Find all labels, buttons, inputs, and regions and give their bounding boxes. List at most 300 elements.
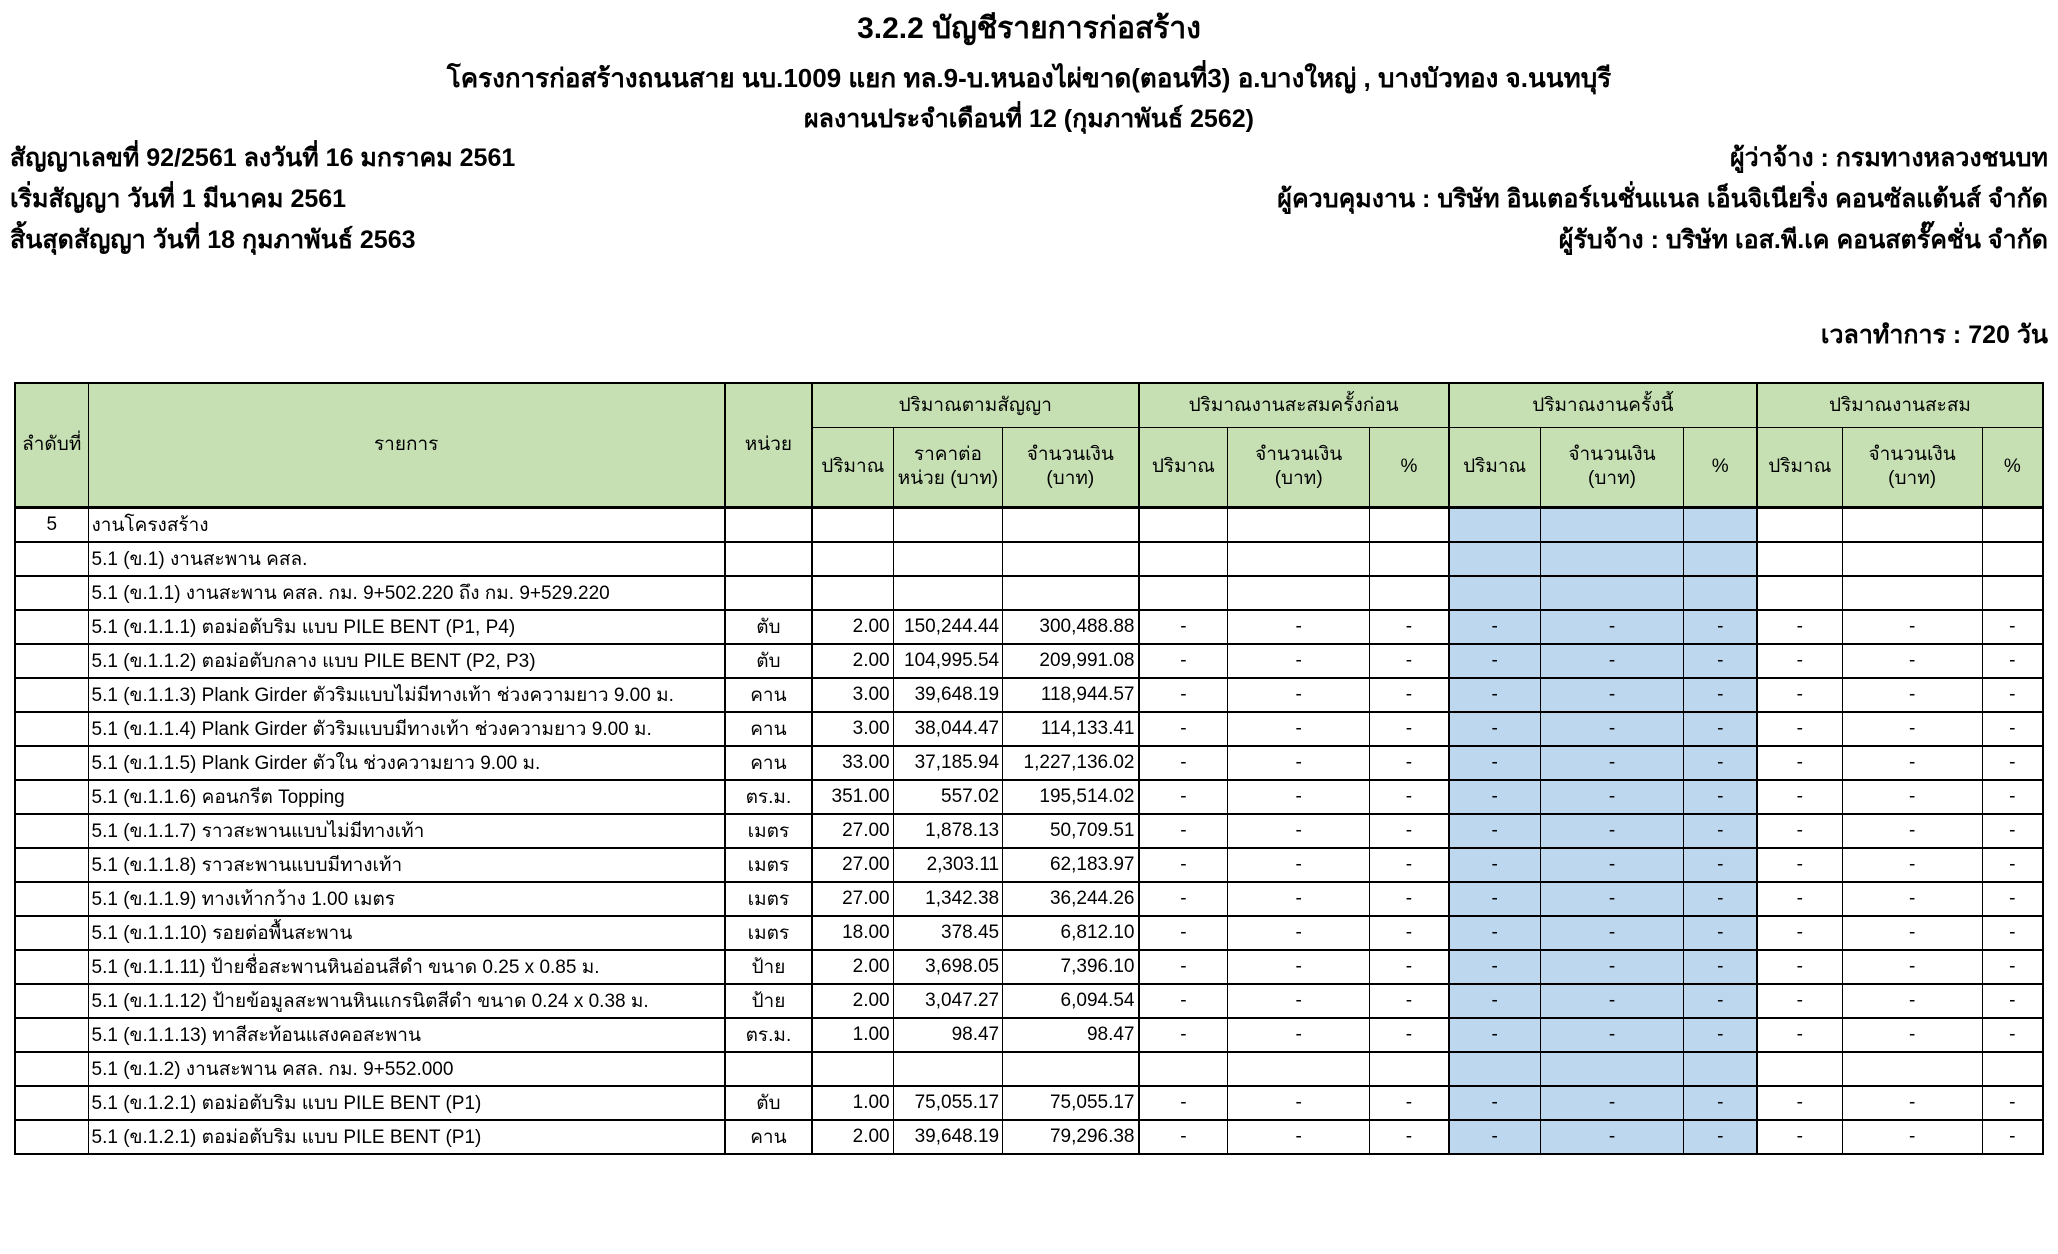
cell-previous-amount: - <box>1228 882 1370 916</box>
project-name: โครงการก่อสร้างถนนสาย นบ.1009 แยก ทล.9-บ.หนองไผ่ขาด(ตอนที่3) อ.บางใหญ่ , บางบัวทอง จ.นนทบุรี <box>446 63 1612 93</box>
cell-contract-amount: 1,227,136.02 <box>1003 746 1139 780</box>
header-current-qty: ปริมาณ <box>1449 428 1540 508</box>
cell-current-amount: - <box>1540 882 1684 916</box>
cell-unit: เมตร <box>725 814 812 848</box>
cell-no <box>15 1120 88 1154</box>
cell-current-qty: - <box>1449 882 1540 916</box>
cell-current-pct: - <box>1684 712 1757 746</box>
cell-accumulated-amount <box>1842 508 1982 543</box>
cell-current-qty: - <box>1449 984 1540 1018</box>
cell-contract-qty: 2.00 <box>812 984 893 1018</box>
work-duration: เวลาทำการ : 720 วัน <box>1820 321 2048 349</box>
cell-current-qty: - <box>1449 1018 1540 1052</box>
cell-current-pct: - <box>1684 678 1757 712</box>
table-row <box>15 848 2043 882</box>
cell-current-amount: - <box>1540 916 1684 950</box>
cell-unit <box>725 1052 812 1086</box>
cell-contract-unit-price: 39,648.19 <box>893 1120 1003 1154</box>
cell-accumulated-pct <box>1982 576 2043 610</box>
table-row <box>15 712 2043 746</box>
cell-accumulated-amount: - <box>1842 1086 1982 1120</box>
cell-previous-qty: - <box>1139 644 1228 678</box>
cell-previous-amount <box>1228 508 1370 543</box>
cell-previous-pct: - <box>1370 1018 1449 1052</box>
cell-contract-amount: 6,094.54 <box>1003 984 1139 1018</box>
table-row <box>15 1086 2043 1120</box>
cell-previous-qty: - <box>1139 746 1228 780</box>
cell-accumulated-amount: - <box>1842 916 1982 950</box>
cell-previous-qty: - <box>1139 610 1228 644</box>
cell-item: 5.1 (ข.1.1.4) Plank Girder ตัวริมแบบมีทางเท้า ช่วงความยาว 9.00 ม. <box>88 712 725 746</box>
cell-unit: เมตร <box>725 916 812 950</box>
cell-current-pct: - <box>1684 1018 1757 1052</box>
cell-previous-qty: - <box>1139 1018 1228 1052</box>
contractor: ผู้รับจ้าง : บริษัท เอส.พี.เค คอนสตรั๊คชั่น จำกัด <box>1558 226 2048 254</box>
owner: ผู้ว่าจ้าง : กรมทางหลวงชนบท <box>1729 144 2048 172</box>
cell-contract-amount: 36,244.26 <box>1003 882 1139 916</box>
cell-unit: ตับ <box>725 610 812 644</box>
cell-contract-amount: 79,296.38 <box>1003 1120 1139 1154</box>
cell-current-amount <box>1540 1052 1684 1086</box>
cell-previous-qty: - <box>1139 814 1228 848</box>
cell-item: งานโครงสร้าง <box>88 508 725 543</box>
cell-accumulated-qty: - <box>1757 746 1842 780</box>
header-previous-qty: ปริมาณ <box>1139 428 1228 508</box>
cell-current-qty: - <box>1449 950 1540 984</box>
cell-previous-qty: - <box>1139 712 1228 746</box>
cell-previous-pct: - <box>1370 1086 1449 1120</box>
contract-info-right <box>1277 138 2048 356</box>
cell-current-qty: - <box>1449 644 1540 678</box>
page-title: 3.2.2 บัญชีรายการก่อสร้าง <box>857 12 1201 45</box>
cell-no <box>15 712 88 746</box>
header-accumulated-amount: จำนวนเงิน (บาท) <box>1842 428 1982 508</box>
header-group-current: ปริมาณงานครั้งนี้ <box>1449 383 1757 428</box>
cell-current-qty: - <box>1449 1120 1540 1154</box>
cell-no <box>15 882 88 916</box>
header-accumulated-qty: ปริมาณ <box>1757 428 1842 508</box>
cell-accumulated-amount: - <box>1842 814 1982 848</box>
cell-previous-qty <box>1139 576 1228 610</box>
cell-contract-unit-price: 2,303.11 <box>893 848 1003 882</box>
cell-current-pct: - <box>1684 644 1757 678</box>
cell-contract-unit-price: 3,047.27 <box>893 984 1003 1018</box>
cell-accumulated-amount: - <box>1842 1120 1982 1154</box>
cell-accumulated-qty: - <box>1757 950 1842 984</box>
cell-contract-amount <box>1003 508 1139 543</box>
cell-contract-unit-price: 378.45 <box>893 916 1003 950</box>
table-body <box>15 508 2043 1155</box>
cell-item: 5.1 (ข.1.1.3) Plank Girder ตัวริมแบบไม่มีทางเท้า ช่วงความยาว 9.00 ม. <box>88 678 725 712</box>
cell-previous-amount <box>1228 1052 1370 1086</box>
cell-current-qty <box>1449 1052 1540 1086</box>
table-header <box>15 383 2043 508</box>
cell-unit: ป้าย <box>725 984 812 1018</box>
cell-unit: คาน <box>725 712 812 746</box>
table-row <box>15 610 2043 644</box>
cell-contract-amount: 75,055.17 <box>1003 1086 1139 1120</box>
cell-contract-unit-price: 104,995.54 <box>893 644 1003 678</box>
cell-previous-amount: - <box>1228 950 1370 984</box>
cell-accumulated-qty <box>1757 542 1842 576</box>
cell-current-amount: - <box>1540 848 1684 882</box>
cell-current-amount: - <box>1540 610 1684 644</box>
table-row <box>15 814 2043 848</box>
cell-no <box>15 1052 88 1086</box>
header-contract-amount: จำนวนเงิน (บาท) <box>1003 428 1139 508</box>
cell-contract-unit-price: 1,878.13 <box>893 814 1003 848</box>
cell-unit: คาน <box>725 678 812 712</box>
header-previous-pct: % <box>1370 428 1449 508</box>
cell-contract-unit-price: 39,648.19 <box>893 678 1003 712</box>
cell-no <box>15 542 88 576</box>
cell-accumulated-amount: - <box>1842 1018 1982 1052</box>
cell-previous-pct: - <box>1370 1120 1449 1154</box>
cell-contract-unit-price: 150,244.44 <box>893 610 1003 644</box>
cell-previous-amount: - <box>1228 746 1370 780</box>
cell-accumulated-amount: - <box>1842 712 1982 746</box>
cell-previous-qty: - <box>1139 950 1228 984</box>
cell-no <box>15 814 88 848</box>
cell-current-qty: - <box>1449 814 1540 848</box>
cell-previous-pct: - <box>1370 610 1449 644</box>
cell-previous-qty <box>1139 542 1228 576</box>
cell-previous-qty: - <box>1139 678 1228 712</box>
cell-contract-amount: 62,183.97 <box>1003 848 1139 882</box>
cell-no <box>15 848 88 882</box>
cell-contract-unit-price <box>893 1052 1003 1086</box>
cell-accumulated-amount: - <box>1842 678 1982 712</box>
cell-previous-qty <box>1139 1052 1228 1086</box>
cell-accumulated-pct: - <box>1982 644 2043 678</box>
cell-contract-amount <box>1003 1052 1139 1086</box>
cell-contract-unit-price: 98.47 <box>893 1018 1003 1052</box>
table-row <box>15 746 2043 780</box>
cell-accumulated-amount: - <box>1842 644 1982 678</box>
cell-current-pct: - <box>1684 882 1757 916</box>
cell-item: 5.1 (ข.1.1.9) ทางเท้ากว้าง 1.00 เมตร <box>88 882 725 916</box>
cell-accumulated-pct: - <box>1982 780 2043 814</box>
cell-accumulated-pct: - <box>1982 848 2043 882</box>
report-period: ผลงานประจำเดือนที่ 12 (กุมภาพันธ์ 2562) <box>804 105 1254 133</box>
header-contract-unit-price: ราคาต่อหน่วย (บาท) <box>893 428 1003 508</box>
cell-accumulated-amount <box>1842 1052 1982 1086</box>
cell-current-qty: - <box>1449 712 1540 746</box>
cell-accumulated-amount: - <box>1842 746 1982 780</box>
cell-current-amount: - <box>1540 678 1684 712</box>
cell-current-pct <box>1684 508 1757 543</box>
cell-previous-amount: - <box>1228 644 1370 678</box>
cell-current-qty <box>1449 576 1540 610</box>
cell-previous-pct: - <box>1370 746 1449 780</box>
cell-current-qty <box>1449 508 1540 543</box>
cell-previous-amount: - <box>1228 848 1370 882</box>
cell-no <box>15 780 88 814</box>
cell-item: 5.1 (ข.1.1) งานสะพาน คสล. กม. 9+502.220 ถึง กม. 9+529.220 <box>88 576 725 610</box>
cell-accumulated-pct: - <box>1982 984 2043 1018</box>
cell-accumulated-qty <box>1757 1052 1842 1086</box>
cell-contract-amount <box>1003 542 1139 576</box>
header-group-row <box>15 383 2043 428</box>
cell-contract-amount <box>1003 576 1139 610</box>
cell-contract-qty: 2.00 <box>812 950 893 984</box>
cell-contract-qty: 18.00 <box>812 916 893 950</box>
cell-accumulated-pct <box>1982 542 2043 576</box>
table-row <box>15 984 2043 1018</box>
cell-current-amount: - <box>1540 814 1684 848</box>
cell-previous-pct: - <box>1370 848 1449 882</box>
cell-previous-amount <box>1228 542 1370 576</box>
cell-current-amount: - <box>1540 984 1684 1018</box>
cell-current-amount: - <box>1540 712 1684 746</box>
cell-accumulated-qty: - <box>1757 644 1842 678</box>
table-row <box>15 508 2043 543</box>
cell-item: 5.1 (ข.1.2.1) ตอม่อตับริม แบบ PILE BENT (P1) <box>88 1120 725 1154</box>
cell-current-pct: - <box>1684 916 1757 950</box>
cell-current-pct: - <box>1684 780 1757 814</box>
cell-current-amount <box>1540 576 1684 610</box>
cell-item: 5.1 (ข.1.1.13) ทาสีสะท้อนแสงคอสะพาน <box>88 1018 725 1052</box>
contract-info-left <box>10 138 515 356</box>
cell-contract-qty: 2.00 <box>812 1120 893 1154</box>
cell-contract-unit-price: 37,185.94 <box>893 746 1003 780</box>
cell-previous-amount: - <box>1228 1120 1370 1154</box>
cell-contract-amount: 98.47 <box>1003 1018 1139 1052</box>
cell-contract-unit-price <box>893 542 1003 576</box>
cell-current-amount: - <box>1540 644 1684 678</box>
cell-previous-amount: - <box>1228 678 1370 712</box>
cell-accumulated-qty: - <box>1757 916 1842 950</box>
cell-item: 5.1 (ข.1.1.12) ป้ายข้อมูลสะพานหินแกรนิตสีดำ ขนาด 0.24 x 0.38 ม. <box>88 984 725 1018</box>
header-contract-qty: ปริมาณ <box>812 428 893 508</box>
cell-contract-qty: 2.00 <box>812 644 893 678</box>
cell-previous-qty: - <box>1139 848 1228 882</box>
cell-contract-unit-price <box>893 576 1003 610</box>
cell-accumulated-pct: - <box>1982 1120 2043 1154</box>
header-accumulated-pct: % <box>1982 428 2043 508</box>
cell-accumulated-pct: - <box>1982 712 2043 746</box>
cell-current-pct <box>1684 542 1757 576</box>
contract-start-date: เริ่มสัญญา วันที่ 1 มีนาคม 2561 <box>10 185 347 213</box>
cell-item: 5.1 (ข.1.1.8) ราวสะพานแบบมีทางเท้า <box>88 848 725 882</box>
cell-accumulated-amount: - <box>1842 610 1982 644</box>
cell-item: 5.1 (ข.1.1.7) ราวสะพานแบบไม่มีทางเท้า <box>88 814 725 848</box>
cell-current-amount: - <box>1540 1086 1684 1120</box>
cell-previous-pct: - <box>1370 916 1449 950</box>
cell-accumulated-amount: - <box>1842 848 1982 882</box>
cell-previous-amount: - <box>1228 984 1370 1018</box>
header-item: รายการ <box>88 383 725 508</box>
cell-current-qty: - <box>1449 1086 1540 1120</box>
cell-current-pct: - <box>1684 746 1757 780</box>
cell-item: 5.1 (ข.1.1.1) ตอม่อตับริม แบบ PILE BENT (P1, P4) <box>88 610 725 644</box>
cell-contract-amount: 114,133.41 <box>1003 712 1139 746</box>
cell-unit <box>725 542 812 576</box>
cell-previous-qty: - <box>1139 1086 1228 1120</box>
header-unit: หน่วย <box>725 383 812 508</box>
contract-info <box>0 138 2058 356</box>
cell-unit <box>725 576 812 610</box>
table-row <box>15 576 2043 610</box>
table-row <box>15 1120 2043 1154</box>
cell-unit: ตร.ม. <box>725 780 812 814</box>
cell-previous-pct <box>1370 542 1449 576</box>
cell-current-qty: - <box>1449 678 1540 712</box>
header-current-amount: จำนวนเงิน (บาท) <box>1540 428 1684 508</box>
cell-accumulated-qty: - <box>1757 1120 1842 1154</box>
cell-accumulated-qty: - <box>1757 848 1842 882</box>
cell-contract-unit-price: 38,044.47 <box>893 712 1003 746</box>
cell-item: 5.1 (ข.1.1.10) รอยต่อพื้นสะพาน <box>88 916 725 950</box>
cell-unit: ตับ <box>725 644 812 678</box>
cell-previous-pct <box>1370 508 1449 543</box>
cell-accumulated-qty: - <box>1757 1018 1842 1052</box>
cell-current-amount <box>1540 542 1684 576</box>
contract-number: สัญญาเลขที่ 92/2561 ลงวันที่ 16 มกราคม 2561 <box>10 144 516 172</box>
contract-end-date: สิ้นสุดสัญญา วันที่ 18 กุมภาพันธ์ 2563 <box>10 226 416 254</box>
cell-accumulated-amount <box>1842 542 1982 576</box>
cell-current-amount: - <box>1540 1120 1684 1154</box>
cell-accumulated-pct: - <box>1982 1086 2043 1120</box>
cell-item: 5.1 (ข.1) งานสะพาน คสล. <box>88 542 725 576</box>
cell-unit: เมตร <box>725 848 812 882</box>
cell-current-pct: - <box>1684 1086 1757 1120</box>
cell-current-amount: - <box>1540 1018 1684 1052</box>
cell-accumulated-pct: - <box>1982 950 2043 984</box>
table-row <box>15 1052 2043 1086</box>
cell-contract-qty <box>812 576 893 610</box>
cell-contract-qty <box>812 1052 893 1086</box>
table-row <box>15 882 2043 916</box>
cell-accumulated-pct: - <box>1982 610 2043 644</box>
cell-previous-pct: - <box>1370 882 1449 916</box>
cell-no <box>15 1018 88 1052</box>
cell-unit: คาน <box>725 1120 812 1154</box>
cell-accumulated-pct: - <box>1982 746 2043 780</box>
cell-previous-pct: - <box>1370 984 1449 1018</box>
cell-contract-qty: 1.00 <box>812 1018 893 1052</box>
cell-current-qty: - <box>1449 746 1540 780</box>
table-row <box>15 678 2043 712</box>
cell-contract-qty: 3.00 <box>812 678 893 712</box>
cell-previous-qty: - <box>1139 984 1228 1018</box>
header-group-accumulated: ปริมาณงานสะสม <box>1757 383 2043 428</box>
cell-current-qty: - <box>1449 848 1540 882</box>
cell-current-qty: - <box>1449 916 1540 950</box>
cell-accumulated-pct <box>1982 508 2043 543</box>
cell-contract-qty: 351.00 <box>812 780 893 814</box>
cell-accumulated-pct: - <box>1982 882 2043 916</box>
cell-previous-pct: - <box>1370 780 1449 814</box>
header-no: ลำดับที่ <box>15 383 88 508</box>
cell-accumulated-amount: - <box>1842 780 1982 814</box>
cell-previous-qty: - <box>1139 780 1228 814</box>
table-row <box>15 1018 2043 1052</box>
cell-accumulated-qty <box>1757 576 1842 610</box>
cell-accumulated-qty: - <box>1757 1086 1842 1120</box>
cell-accumulated-qty: - <box>1757 984 1842 1018</box>
cell-contract-qty: 27.00 <box>812 882 893 916</box>
cell-accumulated-qty: - <box>1757 712 1842 746</box>
cell-no <box>15 984 88 1018</box>
cell-contract-amount: 118,944.57 <box>1003 678 1139 712</box>
cell-no <box>15 576 88 610</box>
cell-previous-qty: - <box>1139 882 1228 916</box>
cell-no <box>15 1086 88 1120</box>
cell-previous-qty: - <box>1139 916 1228 950</box>
cell-accumulated-amount: - <box>1842 984 1982 1018</box>
cell-contract-amount: 7,396.10 <box>1003 950 1139 984</box>
cell-contract-qty <box>812 508 893 543</box>
cell-previous-amount: - <box>1228 1018 1370 1052</box>
cell-current-amount: - <box>1540 780 1684 814</box>
cell-current-qty: - <box>1449 610 1540 644</box>
cell-no <box>15 610 88 644</box>
cell-previous-amount: - <box>1228 712 1370 746</box>
cell-contract-qty: 1.00 <box>812 1086 893 1120</box>
table-row <box>15 644 2043 678</box>
cell-no: 5 <box>15 508 88 543</box>
cell-previous-pct <box>1370 576 1449 610</box>
cell-current-pct: - <box>1684 950 1757 984</box>
cell-accumulated-qty: - <box>1757 678 1842 712</box>
cell-unit: ป้าย <box>725 950 812 984</box>
cell-item: 5.1 (ข.1.2) งานสะพาน คสล. กม. 9+552.000 <box>88 1052 725 1086</box>
cell-contract-unit-price: 557.02 <box>893 780 1003 814</box>
cell-contract-qty: 33.00 <box>812 746 893 780</box>
cell-current-pct: - <box>1684 1120 1757 1154</box>
cell-current-pct: - <box>1684 984 1757 1018</box>
table-row <box>15 950 2043 984</box>
cell-contract-qty: 2.00 <box>812 610 893 644</box>
cell-previous-amount: - <box>1228 814 1370 848</box>
cell-current-pct: - <box>1684 610 1757 644</box>
header-previous-amount: จำนวนเงิน (บาท) <box>1228 428 1370 508</box>
cell-accumulated-amount: - <box>1842 882 1982 916</box>
cell-contract-unit-price: 75,055.17 <box>893 1086 1003 1120</box>
cell-contract-qty: 27.00 <box>812 848 893 882</box>
cell-no <box>15 678 88 712</box>
cell-unit: คาน <box>725 746 812 780</box>
cell-previous-pct: - <box>1370 678 1449 712</box>
cell-current-amount: - <box>1540 746 1684 780</box>
cell-accumulated-pct: - <box>1982 814 2043 848</box>
cell-contract-amount: 209,991.08 <box>1003 644 1139 678</box>
cell-item: 5.1 (ข.1.1.11) ป้ายชื่อสะพานหินอ่อนสีดำ ขนาด 0.25 x 0.85 ม. <box>88 950 725 984</box>
cell-current-pct <box>1684 1052 1757 1086</box>
cell-unit: เมตร <box>725 882 812 916</box>
cell-contract-unit-price <box>893 508 1003 543</box>
cell-previous-pct: - <box>1370 644 1449 678</box>
cell-current-amount <box>1540 508 1684 543</box>
cell-accumulated-qty: - <box>1757 814 1842 848</box>
cell-current-pct: - <box>1684 814 1757 848</box>
table-row <box>15 542 2043 576</box>
cell-previous-amount: - <box>1228 610 1370 644</box>
header-group-contract: ปริมาณตามสัญญา <box>812 383 1138 428</box>
cell-current-qty: - <box>1449 780 1540 814</box>
cell-contract-unit-price: 3,698.05 <box>893 950 1003 984</box>
cell-previous-amount: - <box>1228 1086 1370 1120</box>
cell-current-pct <box>1684 576 1757 610</box>
cell-no <box>15 950 88 984</box>
cell-contract-amount: 6,812.10 <box>1003 916 1139 950</box>
cell-accumulated-qty: - <box>1757 780 1842 814</box>
cell-contract-unit-price: 1,342.38 <box>893 882 1003 916</box>
cell-previous-amount <box>1228 576 1370 610</box>
cell-item: 5.1 (ข.1.1.2) ตอม่อตับกลาง แบบ PILE BENT (P2, P3) <box>88 644 725 678</box>
cell-accumulated-qty: - <box>1757 610 1842 644</box>
